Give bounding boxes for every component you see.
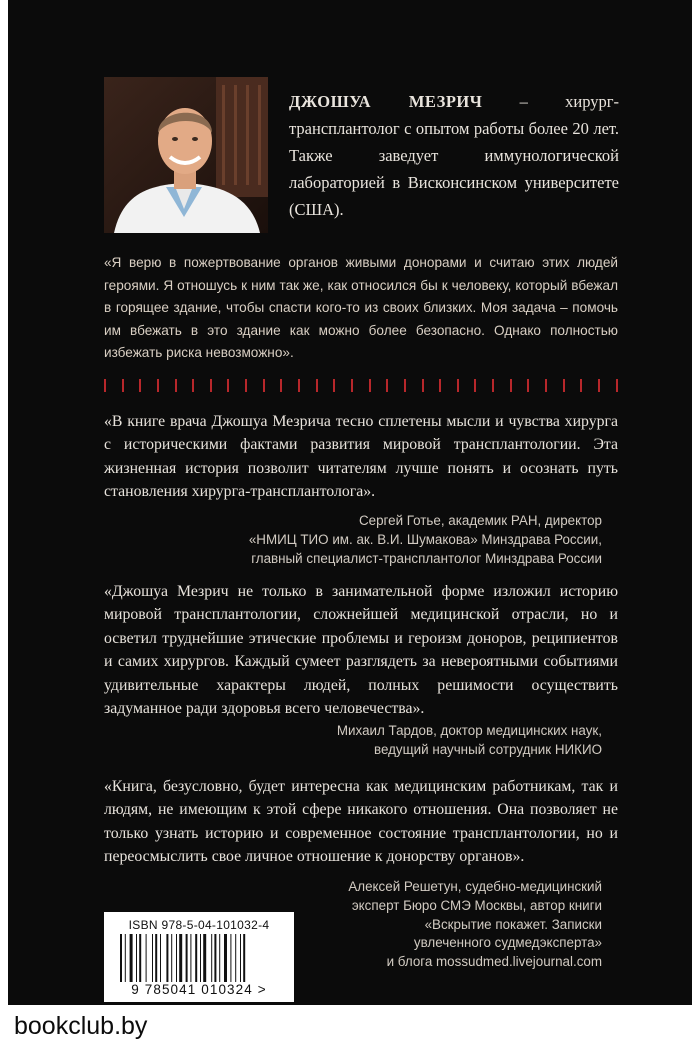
review-text: «Джошуа Мезрич не только в занимательной форме изложил историю мировой трансплантологии, сложнейшей медицинской отрасли, но и осветил труднейшие этические проблемы и героизм доноров, реципиентов и самих хирургов. Каждый сумеет разглядеть за невероятными событиями удивительные характеры людей, полных решимости осуществить задуманное ради здоровья всего человечества».: [104, 583, 618, 718]
barcode-bar: [152, 934, 153, 982]
barcode-bar: [240, 934, 241, 982]
divider-dash: [316, 379, 318, 392]
divider-dash: [351, 379, 353, 392]
barcode-bar: [230, 934, 231, 982]
divider-dash: [439, 379, 441, 392]
barcode-digits: 9 785041 010324 >: [131, 982, 267, 997]
barcode-bar: [190, 934, 191, 982]
divider-dash: [280, 379, 282, 392]
divider-dash: [139, 379, 141, 392]
divider-dash: [175, 379, 177, 392]
red-dash-divider: [104, 378, 618, 392]
divider-dash: [457, 379, 459, 392]
divider-dash: [527, 379, 529, 392]
attribution-line: эксперт Бюро СМЭ Москвы, автор книги: [351, 897, 602, 913]
divider-dash: [474, 379, 476, 392]
review-text: «В книге врача Джошуа Мезрича тесно сплетены мысли и чувства хирурга с историческими фактами развития мировой трансплантологии. Эта жизненная история позволит читателям лучше понять и осознать путь становления хирурга-трансплантолога».: [104, 413, 618, 501]
divider-dash: [192, 379, 194, 392]
review-attribution: [272, 878, 602, 972]
divider-dash: [369, 379, 371, 392]
divider-dash: [545, 379, 547, 392]
barcode-bar: [214, 934, 216, 982]
barcode-bar: [120, 934, 122, 982]
divider-dash: [598, 379, 600, 392]
barcode-bar: [171, 934, 172, 982]
author-photo-illustration: [104, 77, 268, 233]
barcode-bar: [125, 934, 126, 982]
divider-dash: [157, 379, 159, 392]
barcode-bar: [219, 934, 220, 982]
divider-dash: [122, 379, 124, 392]
barcode-bar: [160, 934, 161, 982]
barcode-bars: [120, 934, 278, 982]
barcode-bar: [136, 934, 137, 982]
divider-dash: [404, 379, 406, 392]
barcode-bar: [224, 934, 227, 982]
barcode-bar: [203, 934, 206, 982]
divider-dash: [386, 379, 388, 392]
isbn-barcode: [104, 912, 294, 1002]
divider-dash: [210, 379, 212, 392]
attribution-line: «НМИЦ ТИО им. ак. В.И. Шумакова» Минздрава России,: [248, 531, 602, 547]
author-photo: [104, 77, 268, 233]
divider-dash: [422, 379, 424, 392]
review-attribution: [132, 512, 602, 568]
attribution-line: ведущий научный сотрудник НИКИО: [374, 741, 602, 757]
barcode-bar: [200, 934, 201, 982]
attribution-line: Сергей Готье, академик РАН, директор: [358, 513, 602, 528]
barcode-bar: [186, 934, 188, 982]
barcode-bar: [155, 934, 157, 982]
author-bio: [289, 88, 619, 223]
barcode-bar: [243, 934, 245, 982]
attribution-line: и блога mossudmed.livejournal.com: [386, 954, 602, 970]
author-quote: «Я верю в пожертвование органов живыми донорами и считаю этих людей героями. Я отношусь к ним так же, как относился бы к человеку, который вбежал в горящее здание, чтобы спасти кого-то из своих близких. Моя задача – помочь им вбежать в это здание как можно более безопасно. Однако полностью избежать риска невозможно».: [104, 255, 618, 361]
divider-dash: [263, 379, 265, 392]
barcode-bar: [139, 934, 141, 982]
divider-dash: [580, 379, 582, 392]
barcode-bar: [166, 934, 168, 982]
divider-dash: [563, 379, 565, 392]
back-cover: [8, 0, 692, 1005]
barcode-bar: [179, 934, 182, 982]
divider-dash: [245, 379, 247, 392]
divider-dash: [492, 379, 494, 392]
watermark: bookclub.by: [14, 1012, 148, 1040]
review-attribution: [132, 722, 602, 760]
divider-dash: [298, 379, 300, 392]
divider-dash: [616, 379, 618, 392]
attribution-line: Михаил Тардов, доктор медицинских наук,: [336, 723, 602, 738]
barcode-bar: [235, 934, 236, 982]
barcode-bar: [130, 934, 133, 982]
divider-dash: [510, 379, 512, 392]
attribution-line: увлеченного судмедэксперта»: [413, 935, 602, 951]
divider-dash: [104, 379, 106, 392]
barcode-bar: [195, 934, 197, 982]
author-bio-text: – хирург-трансплантолог с опытом работы более 20 лет. Также заведует иммунологической лабораторией в Висконсинском университете (США).: [289, 92, 619, 219]
barcode-bar: [176, 934, 177, 982]
isbn-label: ISBN 978-5-04-101032-4: [128, 918, 270, 932]
barcode-bar: [211, 934, 212, 982]
attribution-line: «Вскрытие покажет. Записки: [424, 916, 602, 932]
divider-dash: [333, 379, 335, 392]
attribution-line: Алексей Решетун, судебно-медицинский: [348, 879, 602, 894]
review-text: «Книга, безусловно, будет интересна как медицинским работникам, так и людям, не имеющим к этой сфере никакого отношения. Она позволяет не только узнать историю и современное состояние трансплантологии, но и переосмыслить свое личное отношение к донорству органов».: [104, 778, 618, 866]
author-name: ДЖОШУА МЕЗРИЧ: [289, 92, 483, 111]
barcode-bar: [146, 934, 147, 982]
divider-dash: [227, 379, 229, 392]
attribution-line: главный специалист-трансплантолог Минздрава России: [251, 550, 602, 566]
